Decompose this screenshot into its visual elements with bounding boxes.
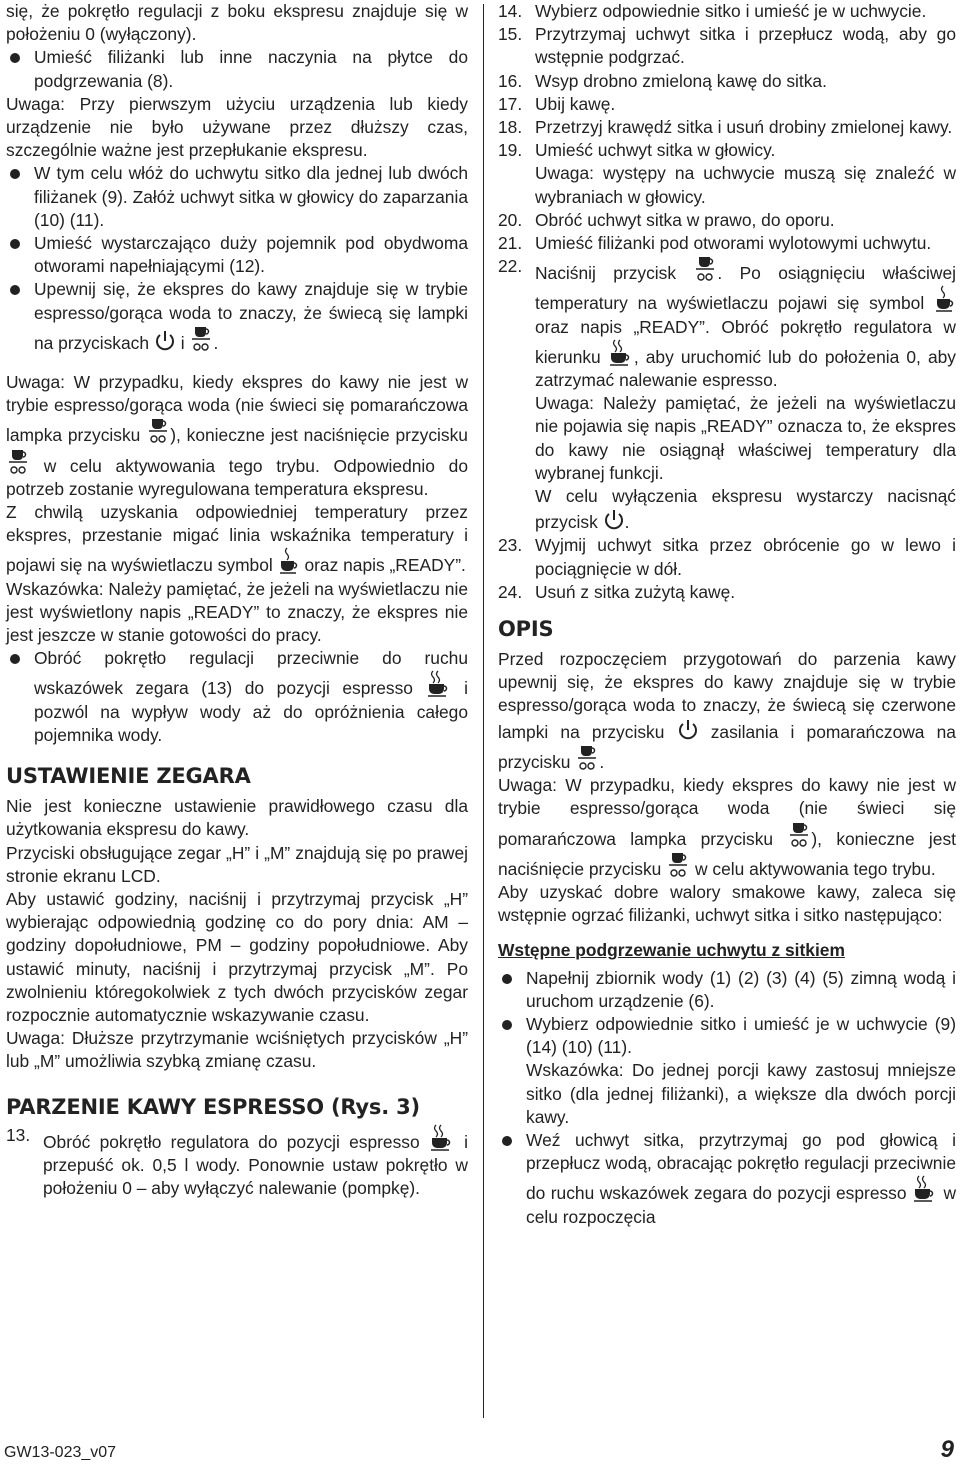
paragraph: [6, 501, 468, 578]
text: Z chwilą uzyskania odpowiedniej temperatury przez ekspres, przestanie migać linia wskaźnika temperatury i pojawi się na wyświetlaczu symbol: [6, 502, 468, 576]
text: Przed rozpoczęciem przygotowań do parzenia kawy upewnij się, że ekspres do kawy znajduje się w trybie espresso/gorąca woda to znaczy, że świecą się czerwone lampki na przycisku: [498, 649, 956, 742]
bullet-item: Umieść wystarczająco duży pojemnik pod obydwoma otworami napełniającymi (12).: [6, 232, 468, 278]
text: oraz napis „READY”.: [304, 555, 466, 576]
text: ), konieczne jest naciśnięcie przycisku: [498, 828, 956, 879]
step-number: 22.: [498, 256, 523, 277]
text: Obróć pokrętło regulatora do pozycji espresso: [43, 1131, 420, 1152]
text: zasilania i pomarańczowa na przycisku: [498, 721, 956, 772]
steaming-cup-icon: [912, 1175, 938, 1203]
text: w celu rozpoczęcia: [526, 1183, 956, 1227]
text: w celu aktywowania tego trybu. Odpowiednio do potrzeb zostanie wyregulowana temperatura ekspresu.: [6, 455, 468, 499]
power-icon: [154, 329, 176, 353]
text: ), konieczne jest naciśnięcie przycisku: [170, 425, 468, 446]
note-paragraph: Uwaga: Należy pamiętać, że jeżeli na wyświetlaczu nie pojawia się napis „READY” oznacza to, że ekspres do kawy nie osiągnął właściwej temperatury dla wybranej funkcji.: [535, 393, 956, 483]
text: Wyjmij uchwyt sitka przez obrócenie go w lewo i pociągnięcie w dół.: [535, 535, 956, 579]
bullet-item: Wybierz odpowiednie sitko i umieść je w uchwycie (9) (14) (10) (11).: [498, 1013, 956, 1059]
steaming-cup-icon: [608, 339, 634, 367]
note-paragraph: Uwaga: Przy pierwszym użyciu urządzenia lub kiedy urządzenie nie było używane przez dłuższy czas, szczególnie ważne jest przepłukanie ekspresu.: [6, 93, 468, 161]
text: .: [213, 332, 219, 353]
numbered-step: [6, 1124, 468, 1201]
power-icon: [603, 508, 625, 532]
text: i: [180, 332, 185, 353]
text: Wsyp drobno zmieloną kawę do sitka.: [535, 70, 827, 91]
bullet-item: W tym celu włóż do uchwytu sitko dla jednej lub dwóch filiżanek (9). Załóż uchwyt sitka w głowicy do zaparzania (10) (11).: [6, 162, 468, 232]
espresso-button-icon: [189, 325, 213, 353]
espresso-button-icon: [787, 821, 811, 849]
text: Upewnij się, że ekspres do kawy znajduje się w trybie espresso/gorąca woda to znaczy, że świecą się lampki na przyciskach: [34, 279, 468, 353]
numbered-step: [498, 232, 956, 255]
subheading: Wstępne podgrzewanie uchwytu z sitkiem: [498, 940, 845, 961]
numbered-step: [498, 139, 956, 162]
power-icon: [677, 718, 699, 742]
note-paragraph: [498, 485, 956, 534]
right-column: [498, 0, 956, 1229]
step-number: 14.: [498, 1, 523, 21]
paragraph: Aby uzyskać dobre walory smakowe kawy, zaleca się wstępnie ogrzać filiżanki, uchwyt sitka i sitko następująco:: [498, 881, 956, 926]
left-column: [6, 0, 468, 1200]
espresso-button-icon: [575, 744, 599, 772]
bullet-item: [498, 1129, 956, 1229]
text: W celu wyłączenia ekspresu wystarczy nacisnąć przycisk: [535, 486, 956, 533]
text: , aby uruchomić lub do położenia 0, aby zatrzymać nalewanie espresso.: [535, 346, 956, 391]
paragraph: Nie jest konieczne ustawienie prawidłowego czasu dla użytkowania ekspresu do kawy.: [6, 796, 468, 840]
text: Uwaga: W przypadku, kiedy ekspres do kawy nie jest w trybie espresso/gorąca woda (nie świeci się pomarańczowa lampka przycisku: [6, 372, 468, 446]
text: Naciśnij przycisk: [535, 263, 677, 284]
document-code: GW13-023_v07: [4, 1444, 117, 1461]
note-paragraph: Uwaga: występy na uchwycie muszą się znaleźć w wybraniach w głowicy.: [535, 163, 956, 207]
numbered-step: [498, 116, 956, 139]
text: . Po osiągnięciu właściwej temperatury na wyświetlaczu pojawi się symbol: [535, 263, 956, 314]
step-number: 21.: [498, 233, 523, 254]
bullet-item: [6, 647, 468, 747]
numbered-step: [498, 70, 956, 93]
numbered-step: [498, 93, 956, 116]
text: Uwaga: W przypadku, kiedy ekspres do kawy nie jest w trybie espresso/gorąca woda (nie świeci się pomarańczowa lampka przycisku: [498, 775, 956, 849]
column-divider: [483, 4, 484, 1418]
step-number: 18.: [498, 117, 523, 138]
step-number: 23.: [498, 535, 523, 556]
step-number: 19.: [498, 140, 523, 161]
note-paragraph: [498, 774, 956, 881]
text: i pozwól na wypływ wody aż do opróżnienia całego pojemnika wody.: [34, 678, 468, 745]
numbered-step: [498, 23, 956, 69]
text: oraz napis „READY”. Obróć pokrętło regulatora w kierunku: [535, 316, 956, 367]
espresso-button-icon: [693, 255, 717, 283]
text: w celu aktywowania tego trybu.: [695, 858, 936, 879]
note-paragraph: [6, 371, 468, 501]
text: .: [624, 512, 630, 533]
page-number: 9: [940, 1436, 954, 1463]
step-number: 17.: [498, 93, 523, 114]
text: Usuń z sitka zużytą kawę.: [535, 581, 736, 602]
step-number: 24.: [498, 581, 523, 602]
note-paragraph: Uwaga: Dłuższe przytrzymanie wciśniętych przycisków „H” lub „M” umożliwia szybką zmianę czasu.: [6, 1028, 468, 1072]
text: .: [599, 751, 605, 772]
paragraph: [498, 648, 956, 774]
steaming-cup-icon: [426, 670, 452, 698]
step-number: 13.: [6, 1124, 31, 1145]
tip-paragraph: Wskazówka: Do jednej porcji kawy zastosuj mniejsze sitko (dla jednej filiżanki), a większe dla dwóch porcji kawy.: [526, 1060, 956, 1127]
text: Przetrzyj krawędź sitka i usuń drobiny zmielonej kawy.: [535, 117, 953, 138]
text: Wybierz odpowiednie sitko i umieść je w uchwycie.: [535, 1, 927, 21]
steaming-cup-icon: [429, 1124, 455, 1152]
step-number: 16.: [498, 70, 523, 91]
text: i przepuść ok. 0,5 l wody. Ponownie ustaw pokrętło w położeniu 0 – aby wyłączyć nalewanie (pompkę).: [43, 1131, 468, 1198]
steaming-cup-icon: [934, 285, 956, 313]
numbered-step: [498, 581, 956, 604]
espresso-button-icon: [666, 851, 690, 879]
text: Przytrzymaj uchwyt sitka i przepłucz wodą, aby go wstępnie podgrzać.: [535, 24, 956, 68]
steaming-cup-icon: [278, 547, 300, 575]
numbered-step: [498, 255, 956, 392]
section-heading: OPIS: [498, 617, 554, 642]
bullet-item: Napełnij zbiornik wody (1) (2) (3) (4) (5) zimną wodą i uruchom urządzenie (6).: [498, 967, 956, 1013]
text: Weź uchwyt sitka, przytrzymaj go pod głowicą i przepłucz wodą, obracając pokrętło regulacji przeciwnie do ruchu wskazówek zegara do pozycji espresso: [526, 1129, 956, 1204]
section-heading: PARZENIE KAWY ESPRESSO (Rys. 3): [6, 1094, 420, 1119]
tip-paragraph: Wskazówka: Należy pamiętać, że jeżeli na wyświetlaczu nie jest wyświetlony napis „READY” to znaczy, że ekspres nie jest jeszcze w stanie gotowości do pracy.: [6, 578, 468, 646]
paragraph: Aby ustawić godziny, naciśnij i przytrzymaj przycisk „H” wybierając odpowiednią godzinę co do pory dnia: AM – godziny dopołudniowe, PM – godziny popołudniowe. Aby ustawić minuty, naciśnij i przytrzymaj przycisk „M”. Po zwolnieniu któregokolwiek z tych dwóch przycisków zegar rozpocznie automatycznie wskazywanie czasu.: [6, 888, 468, 1025]
espresso-button-icon: [146, 417, 170, 445]
numbered-step: [498, 534, 956, 580]
section-heading: USTAWIENIE ZEGARA: [6, 764, 251, 789]
text: Umieść uchwyt sitka w głowicy.: [535, 140, 776, 161]
numbered-step: [498, 0, 956, 23]
text: Obróć pokrętło regulacji przeciwnie do ruchu wskazówek zegara (13) do pozycji espresso: [34, 648, 468, 699]
bullet-item: [6, 278, 468, 355]
step-number: 20.: [498, 209, 523, 230]
text: Ubij kawę.: [535, 93, 616, 114]
bullet-item: Umieść filiżanki lub inne naczynia na płytce do podgrzewania (8).: [6, 46, 468, 92]
step-number: 15.: [498, 24, 523, 45]
paragraph: się, że pokrętło regulacji z boku ekspresu znajduje się w położeniu 0 (wyłączony).: [6, 1, 468, 45]
espresso-button-icon: [6, 448, 30, 476]
text: Umieść filiżanki pod otworami wylotowymi uchwytu.: [535, 233, 932, 254]
text: Obróć uchwyt sitka w prawo, do oporu.: [535, 209, 835, 230]
numbered-step: [498, 209, 956, 232]
paragraph: Przyciski obsługujące zegar „H” i „M” znajdują się po prawej stronie ekranu LCD.: [6, 842, 468, 886]
